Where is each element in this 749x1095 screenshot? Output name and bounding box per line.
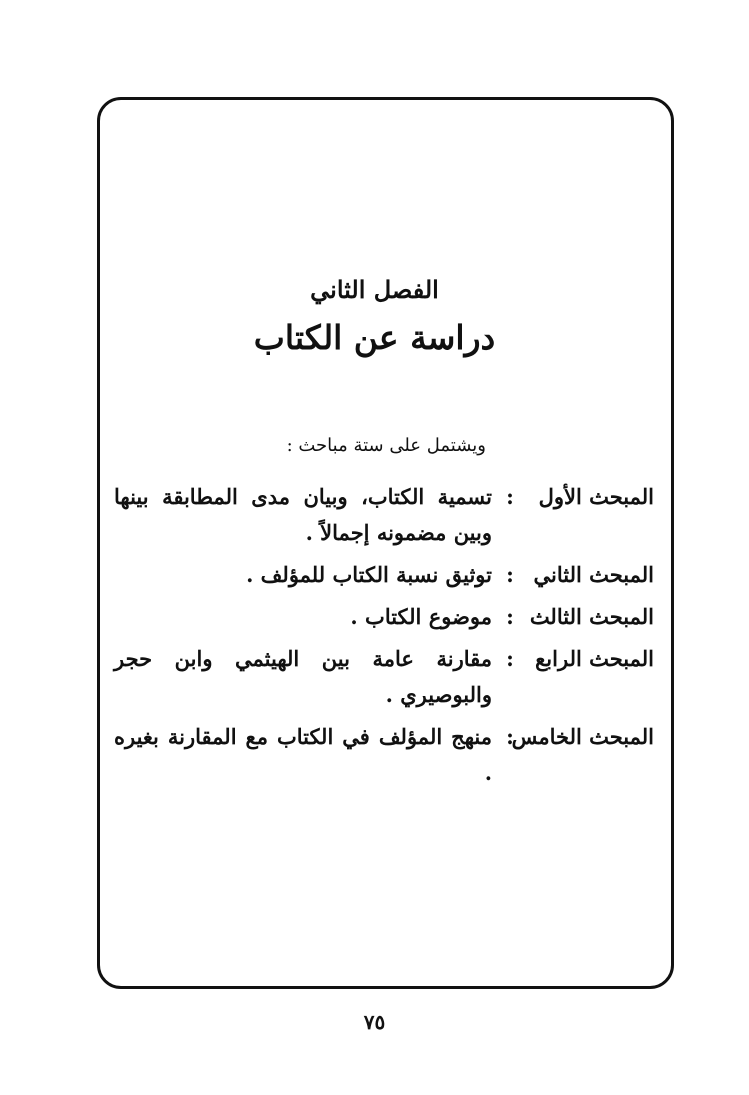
intro-text: ويشتمل على ستة مباحث : (286, 435, 486, 456)
section-text: تسمية الكتاب، وبيان مدى المطابقة بينها وبين مضمونه إجمالاً . (114, 484, 492, 545)
sections-list (114, 479, 654, 797)
section-text: توثيق نسبة الكتاب للمؤلف . (246, 562, 492, 587)
section-label: المبحث الخامس (511, 724, 654, 749)
section-label: المبحث الأول (538, 484, 654, 509)
section-text: موضوع الكتاب . (350, 604, 492, 629)
chapter-heading: الفصل الثاني (310, 275, 439, 304)
chapter-title: دراسة عن الكتاب (253, 318, 496, 357)
section-text: منهج المؤلف في الكتاب مع المقارنة بغيره . (114, 724, 492, 785)
section-label: المبحث الثالث (529, 604, 654, 629)
section-label: المبحث الرابع (535, 646, 654, 671)
page-number: ٧٥ (363, 1010, 386, 1034)
section-item-1 (114, 479, 654, 551)
section-colon: : (506, 604, 514, 629)
section-label: المبحث الثاني (533, 562, 654, 587)
section-colon: : (506, 562, 514, 587)
section-colon: : (506, 724, 514, 749)
section-colon: : (506, 484, 514, 509)
section-item-4 (114, 641, 654, 713)
section-item-3 (114, 599, 654, 635)
section-item-5 (114, 719, 654, 791)
section-item-2 (114, 557, 654, 593)
section-text: مقارنة عامة بين الهيثمي وابن حجر والبوصيري . (114, 646, 492, 707)
section-colon: : (506, 646, 514, 671)
